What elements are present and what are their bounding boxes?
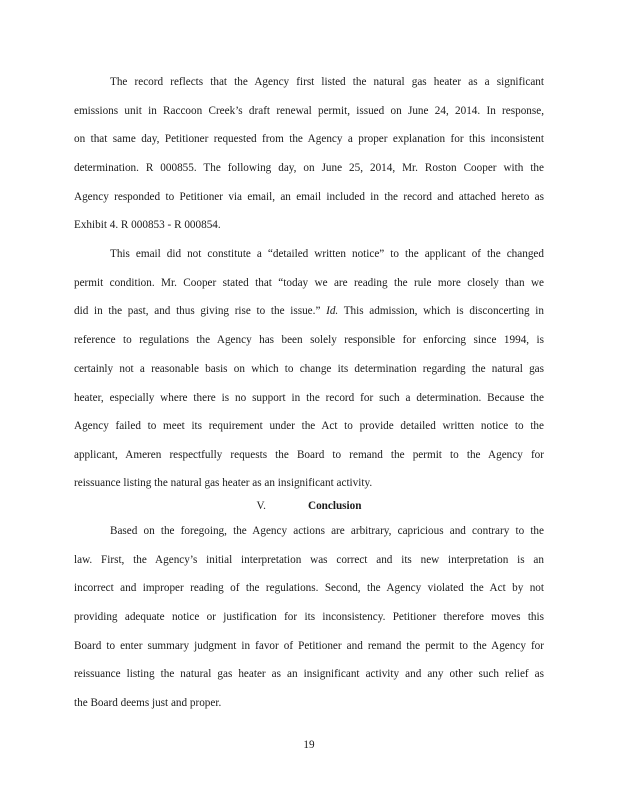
- paragraph-2-line: Agency failed to meet its requirement under the Act to provide detailed written notice to the: [74, 420, 544, 432]
- page-number: 19: [303, 739, 315, 751]
- citation-id: Id.: [326, 305, 339, 317]
- paragraph-2-line: reference to regulations the Agency has been solely responsible for enforcing since 1994, is: [74, 334, 544, 346]
- paragraph-2-line: heater, especially where there is no support in the record for such a determination. Because the: [74, 392, 544, 404]
- paragraph-3-line: Board to enter summary judgment in favor of Petitioner and remand the permit to the Agency for: [74, 640, 544, 652]
- paragraph-3-line: reissuance listing the natural gas heater as an insignificant activity and any other such relief as: [74, 668, 544, 680]
- paragraph-2-line-citation: [74, 304, 544, 318]
- section-heading: [0, 499, 618, 513]
- paragraph-2-line: certainly not a reasonable basis on which to change its determination regarding the natural gas: [74, 363, 544, 375]
- paragraph-3-line: incorrect and improper reading of the regulations. Second, the Agency violated the Act by not: [74, 582, 544, 594]
- section-title: Conclusion: [307, 500, 362, 512]
- paragraph-1-line: Agency responded to Petitioner via email, an email included in the record and attached hereto as: [74, 191, 544, 203]
- citation-trail-text: This admission, which is disconcerting in: [338, 305, 544, 317]
- paragraph-1-line: emissions unit in Raccoon Creek’s draft renewal permit, issued on June 24, 2014. In response,: [74, 105, 544, 117]
- paragraph-1-line: determination. R 000855. The following day, on June 25, 2014, Mr. Roston Cooper with the: [74, 162, 544, 174]
- citation-lead-text: did in the past, and thus giving rise to the issue.”: [74, 305, 327, 317]
- paragraph-1-line: The record reflects that the Agency first listed the natural gas heater as a significant: [110, 76, 544, 88]
- paragraph-3-line: the Board deems just and proper.: [74, 697, 222, 709]
- paragraph-2-line: reissuance listing the natural gas heater as an insignificant activity.: [74, 477, 373, 489]
- paragraph-3-line: law. First, the Agency’s initial interpretation was correct and its new interpretation is an: [74, 554, 544, 566]
- section-number: V.: [256, 500, 266, 512]
- paragraph-1-line: on that same day, Petitioner requested from the Agency a proper explanation for this inconsistent: [74, 133, 544, 145]
- paragraph-2-line: This email did not constitute a “detailed written notice” to the applicant of the changed: [110, 248, 544, 260]
- paragraph-1-line: Exhibit 4. R 000853 - R 000854.: [74, 219, 221, 231]
- paragraph-2-line: applicant, Ameren respectfully requests the Board to remand the permit to the Agency for: [74, 449, 544, 461]
- paragraph-3-line: Based on the foregoing, the Agency actions are arbitrary, capricious and contrary to the: [110, 525, 544, 537]
- paragraph-3-line: providing adequate notice or justification for its inconsistency. Petitioner therefore moves this: [74, 611, 544, 623]
- paragraph-2-line: permit condition. Mr. Cooper stated that “today we are reading the rule more closely than we: [74, 277, 544, 289]
